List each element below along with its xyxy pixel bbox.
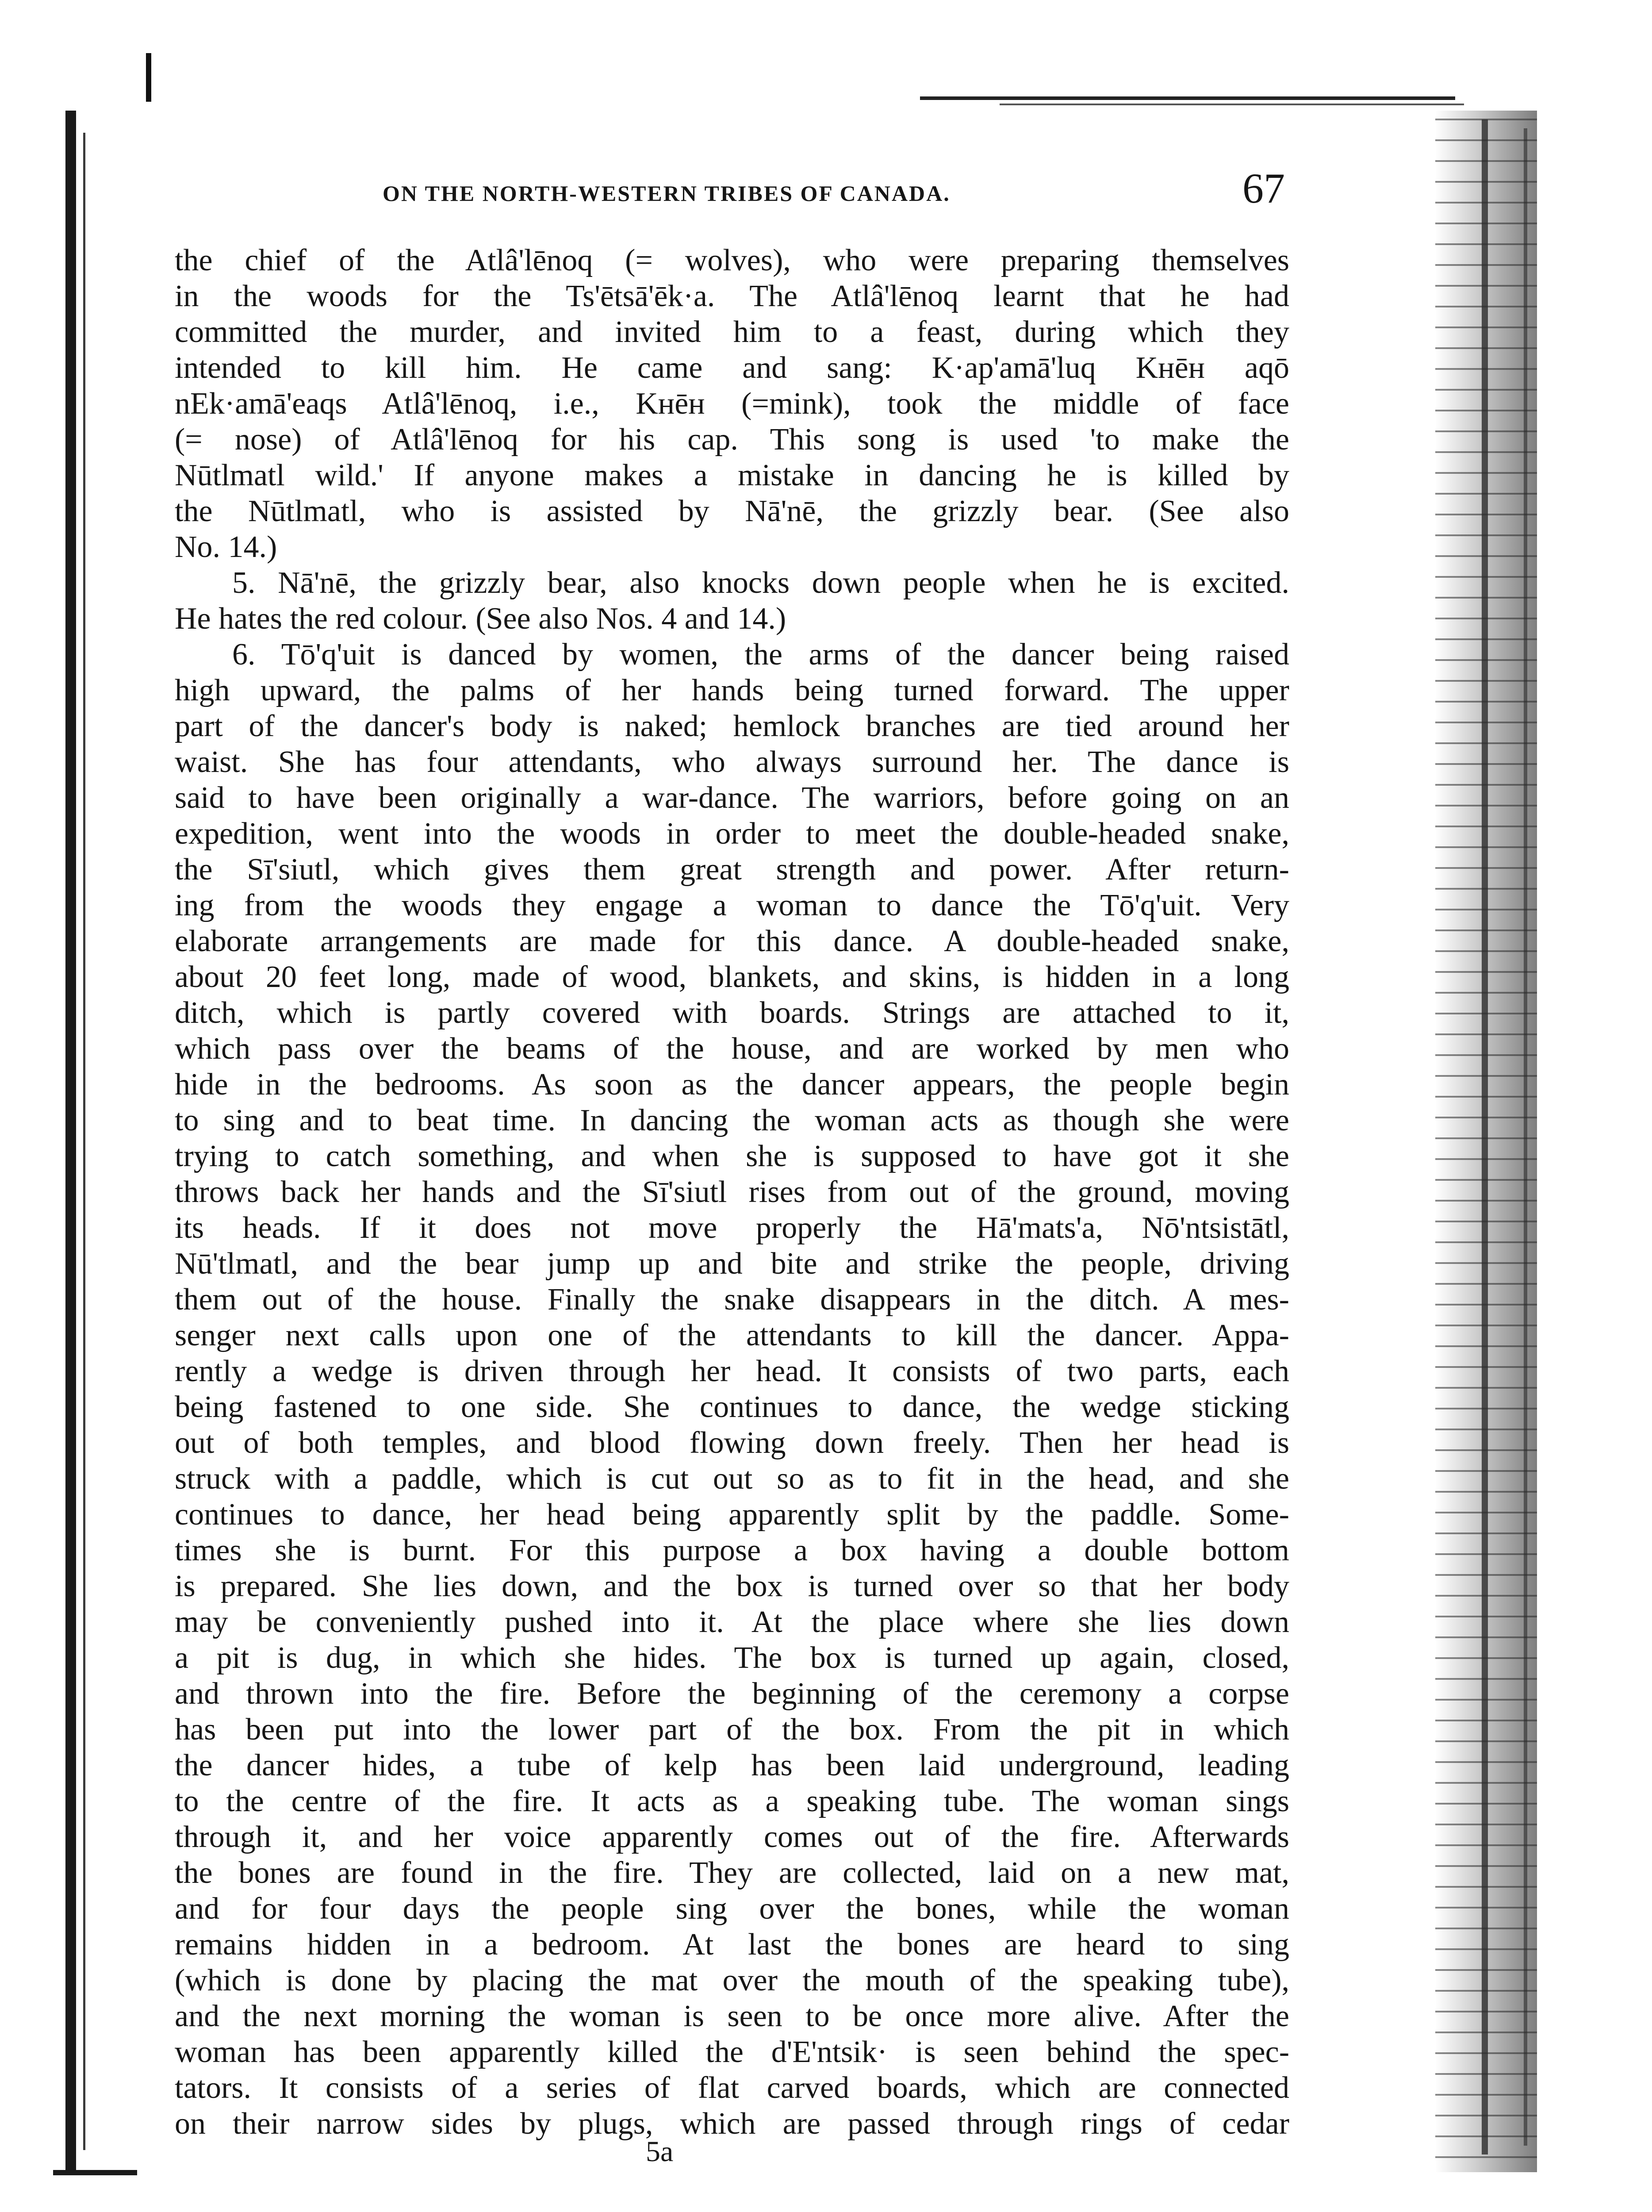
text-line: expedition, went into the woods in order to meet the double-headed snake,	[175, 817, 1289, 851]
text-line: remains hidden in a bedroom. At last the bones are heard to sing	[175, 1928, 1289, 1962]
text-line: senger next calls upon one of the attendants to kill the dancer. Appa-	[175, 1318, 1289, 1352]
text-line: its heads. If it does not move properly the Hā'mats'a, Nō'ntsistātl,	[175, 1211, 1289, 1245]
scan-spine-edge	[65, 111, 76, 2172]
scan-spine-foot	[53, 2170, 137, 2175]
text-line: the dancer hides, a tube of kelp has been laid underground, leading	[175, 1748, 1289, 1782]
text-line: to the centre of the fire. It acts as a speaking tube. The woman sings	[175, 1784, 1289, 1818]
text-line: elaborate arrangements are made for this dance. A double-headed snake,	[175, 924, 1289, 958]
running-head: ON THE NORTH-WESTERN TRIBES OF CANADA.	[383, 181, 951, 206]
text-line: nEk·amā'eaqs Atlâ'lēnoq, i.e., Kнēн (=mink), took the middle of face	[175, 387, 1289, 421]
scan-page-edge-line-outer	[1524, 128, 1527, 2146]
text-line: in the woods for the Ts'ētsā'ēk·a. The Atlâ'lēnoq learnt that he had	[175, 279, 1289, 313]
text-line: (= nose) of Atlâ'lēnoq for his cap. This song is used 'to make the	[175, 422, 1289, 457]
text-line: ditch, which is partly covered with boards. Strings are attached to it,	[175, 996, 1289, 1030]
text-line: which pass over the beams of the house, and are worked by men who	[175, 1032, 1289, 1066]
text-line: Nūtlmatl wild.' If anyone makes a mistake in dancing he is killed by	[175, 458, 1289, 492]
text-line: is prepared. She lies down, and the box is turned over so that her body	[175, 1569, 1289, 1603]
text-line: (which is done by placing the mat over the mouth of the speaking tube),	[175, 1963, 1289, 1997]
text-line: through it, and her voice apparently comes out of the fire. Afterwards	[175, 1820, 1289, 1854]
scan-border-mark	[146, 53, 151, 102]
text-line: 6. Tō'q'uit is danced by women, the arms of the dancer being raised	[232, 637, 1289, 672]
text-line: woman has been apparently killed the d'E'ntsik· is seen behind the spec-	[175, 2035, 1289, 2069]
text-line: continues to dance, her head being apparently split by the paddle. Some-	[175, 1498, 1289, 1532]
text-line: high upward, the palms of her hands being turned forward. The upper	[175, 673, 1289, 707]
text-line: and for four days the people sing over the bones, while the woman	[175, 1892, 1289, 1926]
text-line: intended to kill him. He came and sang: K·ap'amā'luq Kнēн aqō	[175, 351, 1289, 385]
scan-page-edge-line	[1482, 119, 1488, 2154]
text-line: the Nūtlmatl, who is assisted by Nā'nē, the grizzly bear. (See also	[175, 494, 1289, 528]
text-line: about 20 feet long, made of wood, blankets, and skins, is hidden in a long	[175, 960, 1289, 994]
text-line: struck with a paddle, which is cut out so as to fit in the head, and she	[175, 1462, 1289, 1496]
text-line: 5. Nā'nē, the grizzly bear, also knocks down people when he is excited.	[232, 566, 1289, 600]
body-text	[175, 242, 1289, 2142]
page-number: 67	[1242, 165, 1285, 212]
text-line: and the next morning the woman is seen to be once more alive. After the	[175, 1999, 1289, 2033]
text-line: and thrown into the fire. Before the beginning of the ceremony a corpse	[175, 1677, 1289, 1711]
text-line: them out of the house. Finally the snake disappears in the ditch. A mes-	[175, 1283, 1289, 1317]
signature-mark: 5a	[646, 2135, 674, 2168]
text-line: the bones are found in the fire. They are collected, laid on a new mat,	[175, 1856, 1289, 1890]
scan-top-rule-secondary	[1000, 104, 1464, 105]
text-line: the chief of the Atlâ'lēnoq (= wolves), who were preparing themselves	[175, 243, 1289, 277]
text-line: may be conveniently pushed into it. At the place where she lies down	[175, 1605, 1289, 1639]
text-line: times she is burnt. For this purpose a box having a double bottom	[175, 1533, 1289, 1567]
text-line: committed the murder, and invited him to a feast, during which they	[175, 315, 1289, 349]
text-line: tators. It consists of a series of flat carved boards, which are connected	[175, 2071, 1289, 2105]
text-line: rently a wedge is driven through her head. It consists of two parts, each	[175, 1354, 1289, 1388]
scan-top-rule	[920, 96, 1455, 100]
text-line: trying to catch something, and when she is supposed to have got it she	[175, 1139, 1289, 1173]
text-line: ing from the woods they engage a woman to dance the Tō'q'uit. Very	[175, 888, 1289, 922]
text-line: on their narrow sides by plugs, which are passed through rings of cedar	[175, 2107, 1289, 2141]
text-line: said to have been originally a war-dance. The warriors, before going on an	[175, 781, 1289, 815]
text-line: the Sī'siutl, which gives them great strength and power. After return-	[175, 853, 1289, 887]
text-line: Nū'tlmatl, and the bear jump up and bite and strike the people, driving	[175, 1247, 1289, 1281]
text-line: out of both temples, and blood flowing down freely. Then her head is	[175, 1426, 1289, 1460]
text-line: a pit is dug, in which she hides. The box is turned up again, closed,	[175, 1641, 1289, 1675]
scan-spine-edge-inner	[83, 133, 85, 2150]
text-line: No. 14.)	[175, 530, 277, 564]
text-line: He hates the red colour. (See also Nos. 4 and 14.)	[175, 602, 786, 636]
text-line: has been put into the lower part of the box. From the pit in which	[175, 1713, 1289, 1747]
text-line: waist. She has four attendants, who always surround her. The dance is	[175, 745, 1289, 779]
text-line: part of the dancer's body is naked; hemlock branches are tied around her	[175, 709, 1289, 743]
text-line: hide in the bedrooms. As soon as the dancer appears, the people begin	[175, 1068, 1289, 1102]
text-line: being fastened to one side. She continues to dance, the wedge sticking	[175, 1390, 1289, 1424]
text-line: to sing and to beat time. In dancing the woman acts as though she were	[175, 1103, 1289, 1137]
text-line: throws back her hands and the Sī'siutl rises from out of the ground, moving	[175, 1175, 1289, 1209]
page-header	[175, 164, 1294, 230]
